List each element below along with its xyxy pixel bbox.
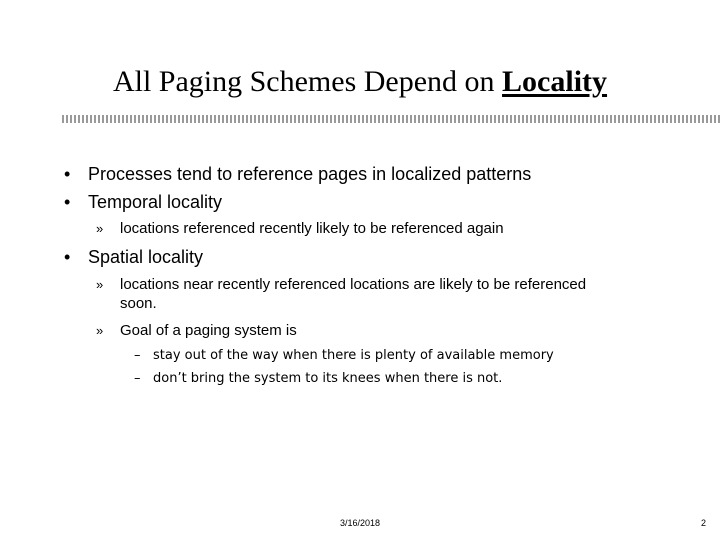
sub-bullet-text: locations referenced recently likely to be referenced again bbox=[120, 220, 504, 237]
bullet-dot-icon: • bbox=[64, 247, 71, 267]
goal-item-2 bbox=[134, 370, 503, 388]
goal-item-text: stay out of the way when there is plenty of available memory bbox=[153, 348, 554, 363]
sub-bullet-temporal bbox=[96, 219, 504, 238]
title-prefix: All Paging Schemes Depend on bbox=[112, 65, 503, 98]
sub-bullet-text: Goal of a paging system is bbox=[120, 322, 297, 339]
sub-bullet-spatial-2 bbox=[96, 321, 297, 340]
sub-bullet-spatial-1 bbox=[96, 275, 610, 313]
title-emphasis: Locality bbox=[502, 65, 608, 98]
raquo-bullet-icon: » bbox=[96, 221, 104, 236]
bullet-text: Temporal locality bbox=[88, 192, 223, 212]
raquo-bullet-icon: » bbox=[96, 277, 104, 292]
slide-title bbox=[0, 64, 720, 100]
bullet-item-2 bbox=[64, 191, 223, 213]
sub-bullet-text: locations near recently referenced locations are likely to be referenced soon. bbox=[120, 276, 587, 312]
goal-item-text: don’t bring the system to its knees when there is not. bbox=[153, 371, 503, 386]
goal-item-1 bbox=[134, 347, 554, 365]
bullet-dot-icon: • bbox=[64, 192, 71, 212]
title-divider bbox=[62, 115, 720, 123]
bullet-dot-icon: • bbox=[64, 164, 71, 184]
bullet-text: Spatial locality bbox=[88, 247, 204, 267]
footer-page-number: 2 bbox=[700, 518, 706, 528]
dash-bullet-icon: – bbox=[134, 371, 141, 386]
dash-bullet-icon: – bbox=[134, 348, 141, 363]
raquo-bullet-icon: » bbox=[96, 323, 104, 338]
bullet-item-1 bbox=[64, 163, 532, 185]
bullet-item-3 bbox=[64, 246, 204, 268]
footer-date: 3/16/2018 bbox=[339, 518, 381, 528]
bullet-text: Processes tend to reference pages in localized patterns bbox=[88, 164, 532, 184]
